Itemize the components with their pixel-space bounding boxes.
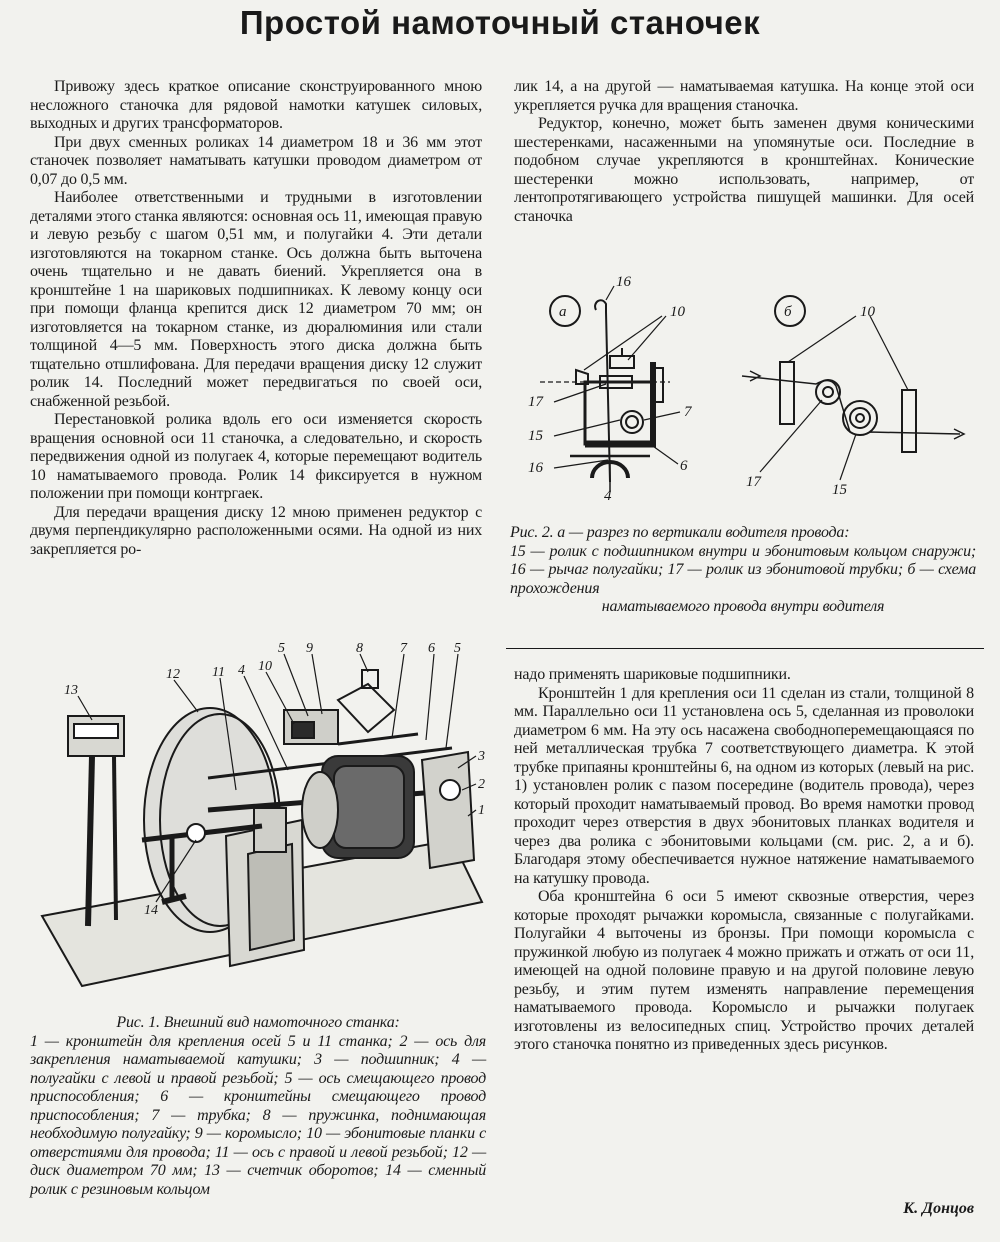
ebonite-plate-left (780, 362, 794, 424)
paragraph: Редуктор, конечно, может быть заменен двумя коническими шестеренками, насаженными на упомянутые оси. Последние в подобном случае укрепляются в кронштейнах. Конические шестеренки можно использовать, например, от лентопротягивающего устройства пишущей машинки. Для осей станочка (514, 115, 974, 225)
counter-stand (88, 756, 92, 926)
fig1-label: 1 (478, 803, 485, 818)
roller-15-scheme-inner (856, 414, 864, 422)
bracket-1 (422, 752, 474, 868)
lever-16 (595, 300, 610, 482)
figure-1-drawing (22, 640, 492, 990)
fig1-label: 14 (144, 903, 158, 918)
fig1-label: 4 (238, 663, 245, 678)
left-column (30, 78, 482, 559)
fig2-label: 16 (616, 274, 631, 290)
fig1-label: 9 (306, 641, 313, 656)
counter-stand-2 (114, 756, 116, 920)
leader-line (284, 654, 308, 716)
roller-15-scheme-mid (850, 408, 870, 428)
leader-line (446, 654, 458, 748)
fig2-label: 15 (832, 482, 847, 498)
coil-inner (334, 766, 404, 848)
figure-2-caption (510, 524, 976, 617)
coil-flange (302, 772, 338, 848)
paragraph: лик 14, а на другой — наматываемая катушка. На конце этой оси укрепляется ручка для вращения станочка. (514, 78, 974, 114)
fig1-label: 12 (166, 667, 180, 682)
leader-line (312, 654, 322, 714)
paragraph: При двух сменных роликах 14 диаметром 18 и 36 мм этот станочек позволяет наматывать катушки проводом диаметром от 0,07 до 0,5 мм. (30, 133, 482, 188)
caption-line: наматываемого провода внутри водителя (601, 598, 885, 615)
figure-2-diagram (510, 272, 980, 502)
roller-15-scheme (843, 401, 877, 435)
fig1-label: 2 (478, 777, 485, 792)
right-column-bottom (514, 666, 974, 1055)
leader-line (628, 316, 666, 360)
fig2-label: 16 (528, 460, 543, 476)
fig2-label: 15 (528, 428, 543, 444)
leader-line (840, 434, 856, 480)
paragraph: надо применять шариковые подшипники. (514, 666, 791, 683)
paragraph: Привожу здесь краткое описание сконструированного мною несложного станочка для рядовой намотки катушек силовых, выходных и других трансформаторов. (30, 78, 482, 132)
fig1-label: 11 (212, 665, 225, 680)
divider (506, 648, 984, 649)
figure-1-caption (30, 1014, 486, 1199)
leader-line (760, 400, 822, 472)
roller-15-inner (626, 416, 638, 428)
counter-window (74, 724, 118, 738)
leader-line (554, 384, 606, 402)
front-bracket-inner (248, 844, 294, 950)
marker-b-label: б (784, 304, 792, 320)
ebonite-plates-10 (292, 722, 314, 738)
leader-line (174, 680, 198, 712)
wire-arrow-in (750, 371, 760, 381)
roller-17-scheme (816, 380, 840, 404)
page-title: Простой намоточный станочек (239, 4, 761, 41)
leader-line (650, 444, 678, 464)
leader-line (266, 672, 294, 724)
fig2-label: 6 (680, 458, 688, 474)
fig2-label: 10 (860, 304, 875, 320)
leader-line (870, 316, 908, 390)
paragraph: Оба кронштейна 6 оси 5 имеют сквозные отверстия, через которые проходят рычажки коромысла, связанные с полугайками. Полугайки 4 выточены из бронзы. При помощи коромысла с пружинкой любую из полугаек 4 можно прижать и отжать от оси 11, имеющей на одной половине правую и на другой половине левую резьбу, и этим путем изменять направление перемещения наматываемого провода. Коромысло и рычажки полугаек изготовлены из велосипедных спиц. Устройство прочих деталей этого станочка понятно из приведенных здесь рисунков. (514, 888, 974, 1053)
fig1-label: 8 (356, 641, 363, 656)
carrier-body (585, 382, 653, 444)
leader-line (554, 420, 620, 436)
tube-7 (338, 734, 418, 744)
roller-15 (621, 411, 643, 433)
fig2-label: 17 (528, 394, 543, 410)
leader-line (584, 316, 662, 370)
fig1-label: 5 (454, 641, 461, 656)
paragraph: Наиболее ответственными и трудными в изготовлении деталями этого станка являются: основная ось 11, имеющая правую и левую резьбу с шагом 0,51 мм, и полугайки 4. Эти детали изготовляются на токарном станке. Ось должна быть выточена очень тщательно и не давать биений. Укрепляется она в кронштейне 1 на шариковых подшипниках. К левому концу оси при помощи фланца крепится диск 12 диаметром 70 мм; он изготовляется на токарном станке, из дюралюминия или стали толщиной 4—5 мм. Поверхность этого диска должна быть тщательно отшлифована. Для передачи вращения диску 12 служит ролик 14. Последний может передвигаться по своей оси, снабженной резьбой. (30, 189, 482, 410)
fig1-label: 13 (64, 683, 78, 698)
roller-14-housing (254, 808, 286, 852)
right-column-top (514, 78, 974, 226)
leader-line (426, 654, 434, 740)
fig2-label: 7 (684, 404, 692, 420)
fig2-label: 4 (604, 488, 612, 502)
marker-a-label: а (559, 304, 567, 320)
fig1-label: 6 (428, 641, 435, 656)
leader-line (392, 654, 404, 738)
roller-17-scheme-inner (823, 387, 833, 397)
bearing-3 (440, 780, 460, 800)
roller-14 (187, 824, 205, 842)
caption-line: 15 — ролик с подшипником внутри и эбонитовым кольцом снаружи; 16 — рычаг полугайки; 17 — ролик из эбонитовой трубки; б — схема прохождения (510, 542, 976, 597)
fig2-label: 10 (670, 304, 685, 320)
fig1-label: 10 (258, 659, 272, 674)
fig2-label: 17 (746, 474, 761, 490)
wire-scheme-path (742, 376, 960, 435)
caption-title: Рис. 1. Внешний вид намоточного станка: (116, 1014, 400, 1031)
fig1-label: 3 (478, 749, 485, 764)
author-signature: К. Донцов (903, 1200, 974, 1217)
rocker-9 (338, 684, 394, 732)
paragraph: Перестановкой ролика вдоль его оси изменяется скорость вращения основной оси 11 станочка, а следовательно, и скорость передвижения одной из полугаек 4, которые перемещают водитель 10 наматываемого провода. Ролик 14 фиксируется в нужном положении при помощи контргаек. (30, 411, 482, 502)
fig1-label: 7 (400, 641, 407, 656)
caption-line: Рис. 2. а — разрез по вертикали водителя провода: (510, 524, 850, 541)
paragraph: Для передачи вращения диску 12 мною применен редуктор с двумя перпендикулярно расположенными осями. На одной из них закрепляется ро- (30, 503, 482, 558)
ebonite-plate-right (902, 390, 916, 452)
fig1-label: 5 (278, 641, 285, 656)
leader-line (606, 286, 614, 300)
leader-line (644, 412, 680, 420)
caption-text: 1 — кронштейн для крепления осей 5 и 11 станка; 2 — ось для закрепления наматываемой катушки; 3 — подшипник; 4 — полугайки с левой и правой резьбой; 5 — ось смещающего провод приспособления; 6 — кронштейны смещающего провод приспособления; 7 — трубка; 8 — пружинка, поднимающая необходимую полугайку; 9 — коромысло; 10 — эбонитовые планки с отверстиями для провода; 11 — ось с правой и левой резьбой; 12 — диск диаметром 70 мм; 13 — счетчик оборотов; 14 — сменный ролик с резиновым кольцом (30, 1032, 486, 1198)
paragraph: Кронштейн 1 для крепления оси 11 сделан из стали, толщиной 8 мм. Параллельно оси 11 установлена ось 5, сделанная из проволоки диаметром 6 мм. На эту ось насажена свободноперемещающаяся по ней металлическая трубка 7 соответствующего диаметра. К этой трубке припаяны кронштейны 6, на одном из которых (левый на рис. 1) установлен ролик с пазом посередине (водитель провода), через который проходит наматываемый провод. Во время намотки провод проходит через отверстия в двух эбонитовых планках водителя и через два ролика с эбонитовыми кольцами (см. рис. 2, а и б). Благодаря этому обеспечивается нужное натяжение наматываемого на катушку провода. (514, 684, 974, 887)
